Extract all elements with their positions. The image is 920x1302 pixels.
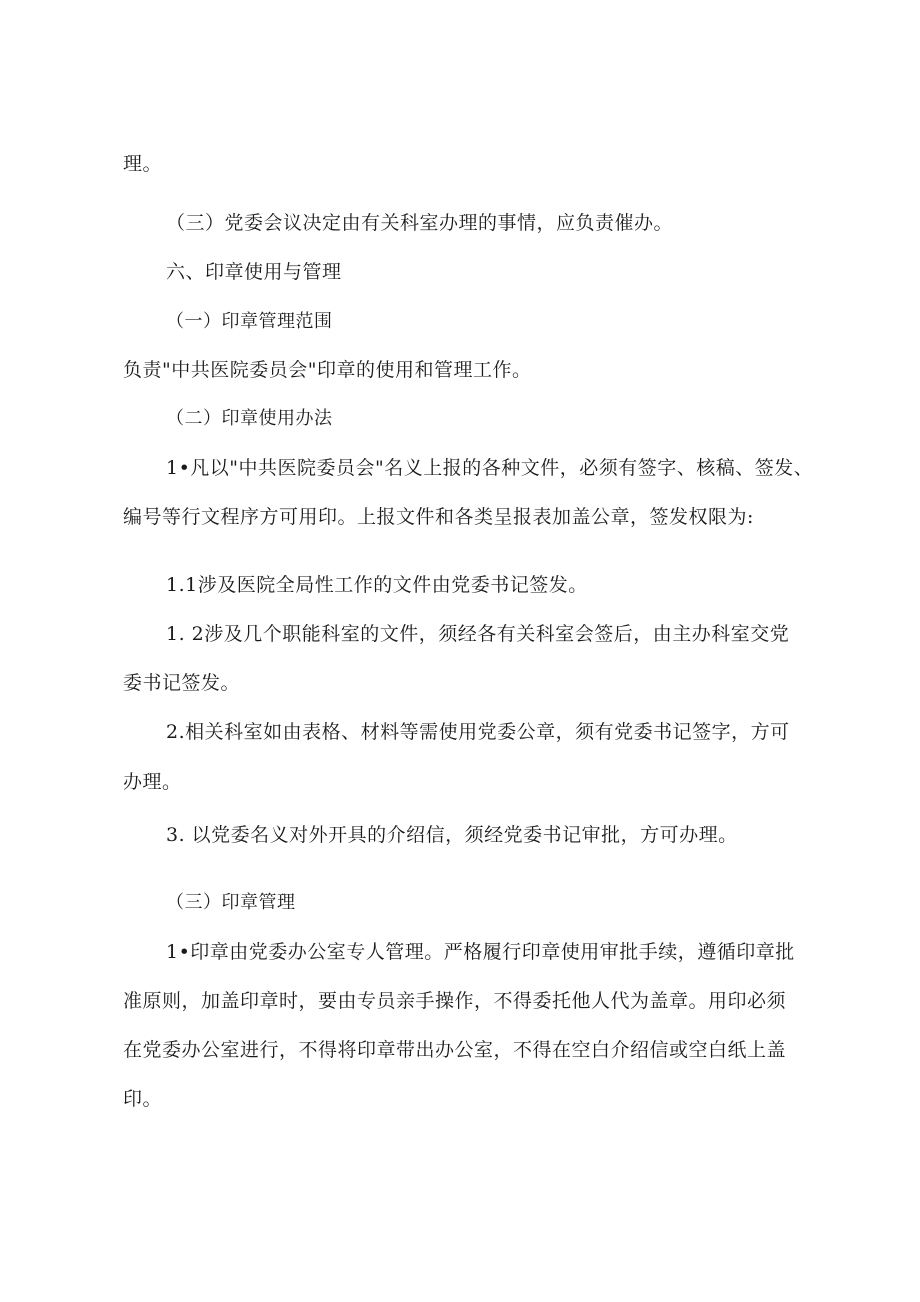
text-line: 编号等行文程序方可用印。上报文件和各类呈报表加盖公章，签发权限为: <box>123 506 754 528</box>
text-line: 1•凡以"中共医院委员会"名义上报的各种文件，必须有签字、核稿、签发、 <box>166 457 814 479</box>
text-line: 1.1涉及医院全局性工作的文件由党委书记签发。 <box>166 574 588 596</box>
section-heading: 六、印章使用与管理 <box>166 261 342 283</box>
text-line: 1•印章由党委办公室专人管理。严格履行印章使用审批手续，遵循印章批 <box>166 941 795 963</box>
text-line: 委书记签发。 <box>123 672 241 694</box>
text-line: 负责"中共医院委员会"印章的使用和管理工作。 <box>123 359 532 381</box>
text-line: 3. 以党委名义对外开具的介绍信，须经党委书记审批，方可办理。 <box>166 824 738 846</box>
text-line: 在党委办公室进行，不得将印章带出办公室，不得在空白介绍信或空白纸上盖 <box>123 1039 787 1061</box>
subsection-heading: （二）印章使用办法 <box>166 408 333 429</box>
text-line: 准原则，加盖印章时，要由专员亲手操作，不得委托他人代为盖章。用印必须 <box>123 990 787 1012</box>
subsection-heading: （一）印章管理范围 <box>166 311 333 332</box>
text-line: 1. 2涉及几个职能科室的文件，须经各有关科室会签后，由主办科室交党 <box>166 623 790 645</box>
text-line: （三）党委会议决定由有关科室办理的事情，应负责催办。 <box>166 212 674 234</box>
subsection-heading: （三）印章管理 <box>166 892 296 913</box>
text-line: 理。 <box>123 153 163 175</box>
text-line: 印。 <box>123 1088 163 1110</box>
text-line: 办理。 <box>123 771 182 793</box>
text-line: 2.相关科室如由表格、材料等需使用党委公章，须有党委书记签字，方可 <box>166 721 790 743</box>
